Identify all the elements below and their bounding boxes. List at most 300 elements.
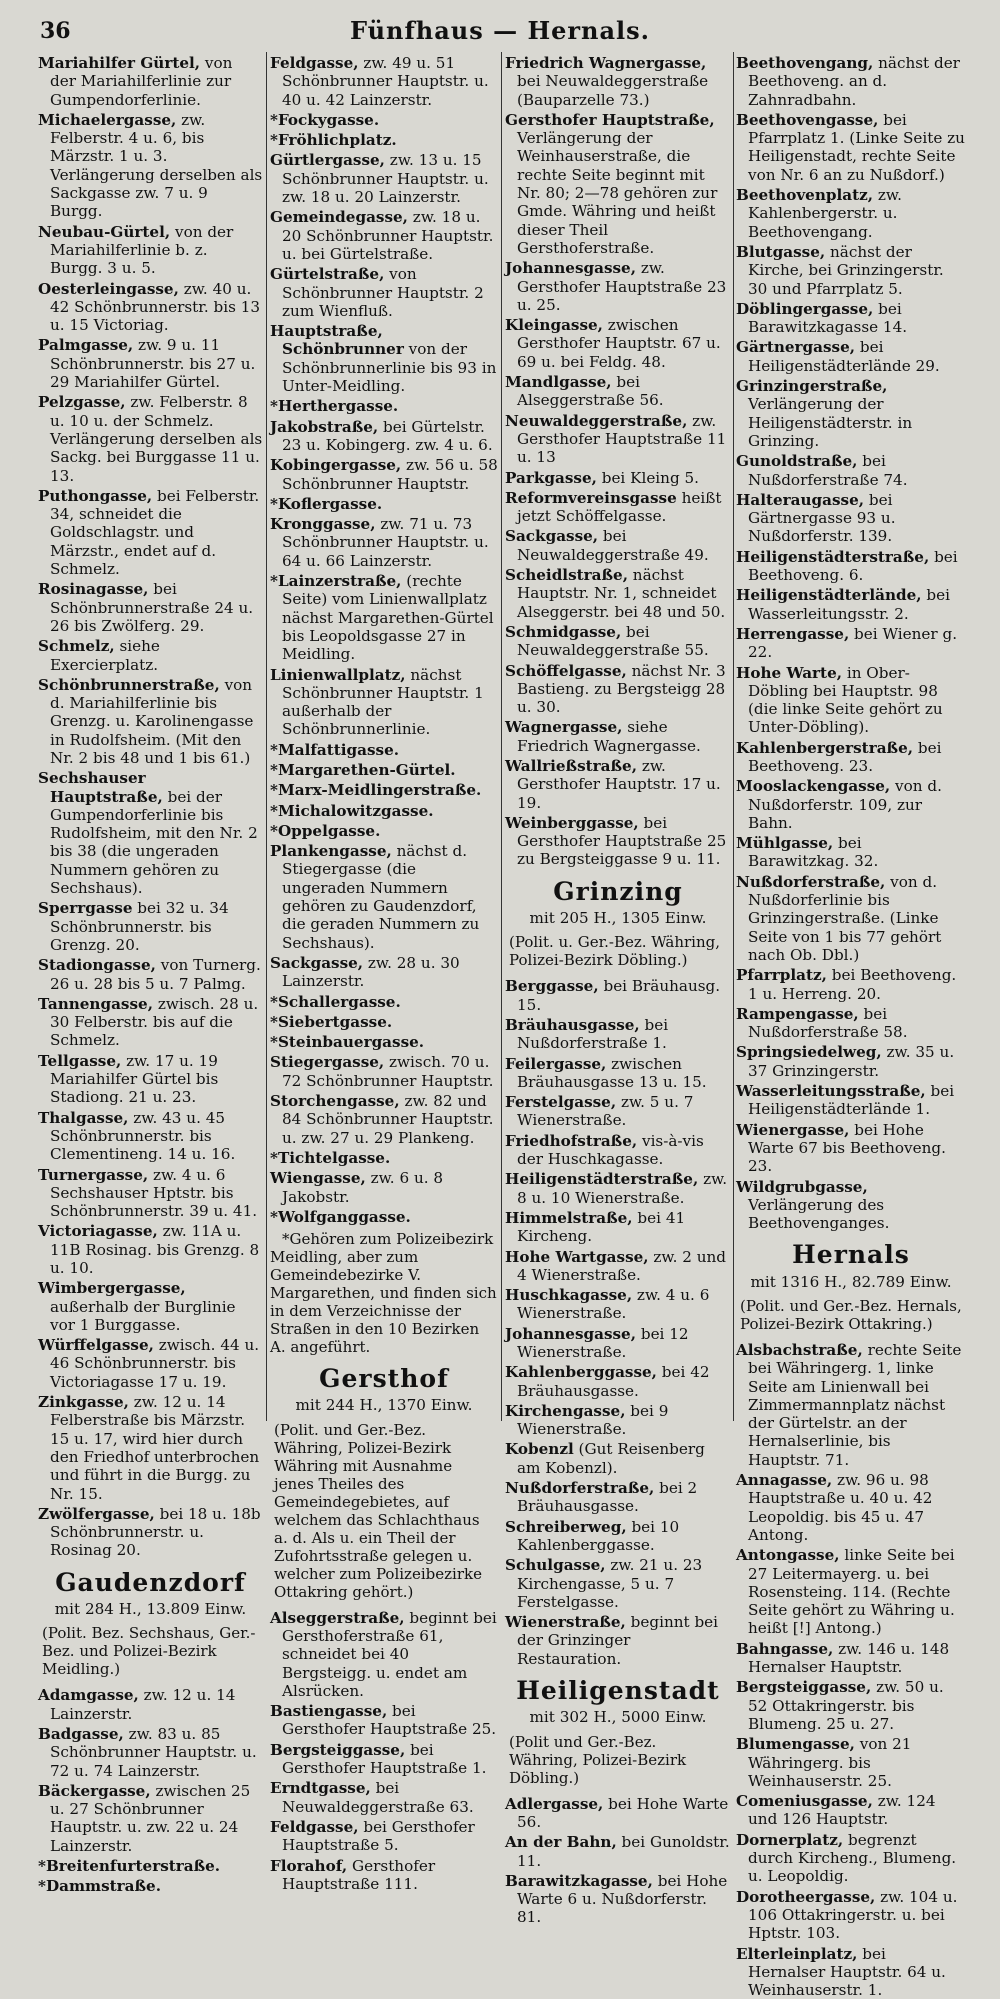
street-entry	[270, 993, 498, 1011]
street-entry	[505, 757, 731, 812]
street-entry	[736, 377, 966, 450]
street-name: *Fröhlichplatz.	[270, 131, 397, 149]
street-entry	[270, 822, 498, 840]
street-location: bei Gunoldstr. 11.	[517, 1833, 730, 1869]
street-name: Sackgasse,	[505, 527, 598, 545]
street-name: Turnergasse,	[38, 1166, 148, 1184]
street-name: Stiegergasse,	[270, 1053, 384, 1071]
street-location: nächst der Kirche, bei Grinzingerstr. 30 und Pfarrplatz 5.	[748, 243, 944, 298]
street-entry	[736, 1735, 966, 1790]
street-location: von d. Mariahilferlinie bis Grenzg. u. Karolinengasse in Rudolfsheim. (Mit den Nr. 2 bis 48 und 1 bis 61.)	[50, 676, 253, 767]
street-name: *Margarethen-Gürtel.	[270, 761, 456, 779]
street-name: Feilergasse,	[505, 1055, 606, 1073]
street-name: Pfarrplatz,	[736, 966, 827, 984]
street-location: von Schönbrunner Hauptstr. 2 zum Wienfluß.	[282, 265, 484, 320]
street-entry	[505, 111, 731, 257]
column-2	[270, 54, 498, 1427]
street-location: zwisch. 70 u. 72 Schönbrunner Hauptstr.	[282, 1053, 493, 1089]
street-location: zw. 82 und 84 Schönbrunner Hauptstr. u. zw. 27 u. 29 Plankeng.	[282, 1092, 493, 1147]
district-admin-note: (Polit. Bez. Sechshaus, Ger.-Bez. und Polizei-Bezirk Meidling.)	[38, 1624, 263, 1678]
street-entry	[505, 1093, 731, 1130]
street-location: bei Pfarrplatz 1. (Linke Seite zu Heiligenstadt, rechte Seite von Nr. 6 an zu Nußdorf.)	[748, 111, 965, 184]
street-name: Blumengasse,	[736, 1735, 855, 1753]
street-location: siehe Friedrich Wagnergasse.	[517, 718, 701, 754]
street-entry	[38, 769, 263, 897]
column-4	[736, 54, 966, 1427]
column-divider	[501, 52, 502, 1421]
street-location: zw. 28 u. 30 Lainzerstr.	[282, 954, 460, 990]
street-location: bei Gersthofer Hauptstraße 25.	[282, 1702, 496, 1738]
district-stats: mit 302 H., 5000 Einw.	[505, 1708, 731, 1726]
street-location: zw. 9 u. 11 Schönbrunnerstr. bis 27 u. 29 Mariahilfer Gürtel.	[50, 336, 255, 391]
street-location: zw. Gersthofer Hauptstr. 17 u. 19.	[517, 757, 721, 812]
street-entry	[736, 1043, 966, 1080]
street-location: nächst Nr. 3 Bastieng. zu Bergsteigg 28 u. 30.	[517, 662, 726, 717]
street-entry	[270, 1779, 498, 1816]
street-name: Beethovengasse,	[736, 111, 878, 129]
street-location: zw. 83 u. 85 Schönbrunner Hauptstr. u. 72 u. 74 Lainzerstr.	[50, 1725, 257, 1780]
street-location: zw. 4 u. 6 Sechshauser Hptstr. bis Schönbrunnerstr. 39 u. 41.	[50, 1166, 257, 1221]
street-name: Wimbergergasse,	[38, 1279, 186, 1297]
street-entry	[38, 223, 263, 278]
street-entry	[505, 662, 731, 717]
street-name: Bergsteiggasse,	[736, 1678, 871, 1696]
street-location: begrenzt durch Kircheng., Blumeng. u. Leopoldig.	[748, 1831, 956, 1886]
street-entry	[38, 1725, 263, 1780]
street-entry	[505, 977, 731, 1014]
street-name: *Breitenfurterstraße.	[38, 1857, 220, 1875]
street-entry	[270, 131, 498, 149]
street-entry	[270, 572, 498, 663]
street-entry	[38, 1782, 263, 1855]
street-location: bei Barawitzkagasse 14.	[748, 300, 907, 336]
street-location: beginnt bei der Grinzinger Restauration.	[517, 1613, 718, 1668]
street-location: zw. 5 u. 7 Wienerstraße.	[517, 1093, 693, 1129]
street-entry	[270, 1702, 498, 1739]
street-entry	[505, 1132, 731, 1169]
street-name: Linienwallplatz,	[270, 666, 406, 684]
district-title: Heiligenstadt	[505, 1682, 731, 1700]
street-name: Nußdorferstraße,	[505, 1479, 654, 1497]
street-name: Mühlgasse,	[736, 834, 833, 852]
street-location: von Turnerg. 26 u. 28 bis 5 u. 7 Palmg.	[50, 956, 261, 992]
street-entry	[736, 1005, 966, 1042]
street-entry	[270, 954, 498, 991]
street-entry	[270, 151, 498, 206]
street-entry	[736, 452, 966, 489]
street-name: Feldgasse,	[270, 54, 359, 72]
street-name: Mandlgasse,	[505, 373, 612, 391]
street-name: Grinzingerstraße,	[736, 377, 887, 395]
street-location: zwisch. 28 u. 30 Felberstr. bis auf die Schmelz.	[50, 995, 258, 1050]
street-name: Kahlenberggasse,	[505, 1363, 657, 1381]
street-entry	[270, 111, 498, 129]
street-entry	[736, 1082, 966, 1119]
street-entry	[736, 111, 966, 184]
street-entry	[505, 469, 731, 487]
street-entry	[270, 1053, 498, 1090]
street-location: nächst Hauptstr. Nr. 1, schneidet Alseggerstr. bei 48 und 50.	[517, 566, 725, 621]
street-entry	[38, 54, 263, 109]
street-name: Hohe Wartgasse,	[505, 1248, 649, 1266]
street-entry	[736, 966, 966, 1003]
street-location: bei Beethoveng. 23.	[748, 739, 941, 775]
street-location: bei 42 Bräuhausgasse.	[517, 1363, 710, 1399]
street-location: zw. 12 u. 14 Felberstraße bis Märzstr. 15 u. 17, wird hier durch den Friedhof unterbrochen und führt in die Burgg. zu Nr. 15.	[50, 1393, 259, 1502]
street-location: zw. Gersthofer Hauptstraße 23 u. 25.	[517, 259, 726, 314]
street-entry	[505, 489, 731, 526]
street-location: zw. 12 u. 14 Lainzerstr.	[50, 1686, 235, 1722]
street-entry	[38, 637, 263, 674]
street-location: von der Mariahilferlinie b. z. Burgg. 3 u. 5.	[50, 223, 233, 278]
street-entry	[505, 1170, 731, 1207]
street-location: bei Nußdorferstraße 1.	[517, 1016, 668, 1052]
street-name: Stadiongasse,	[38, 956, 156, 974]
page-number: 36	[40, 18, 71, 44]
street-location: zw. 18 u. 20 Schönbrunner Hauptstr. u. bei Gürtelstraße.	[282, 208, 493, 263]
street-name: Friedrich Wagnergasse,	[505, 54, 706, 72]
street-location: bei Hohe Warte 56.	[517, 1795, 728, 1831]
street-entry	[736, 1831, 966, 1886]
street-location: (Gut Reisenberg am Kobenzl).	[517, 1440, 705, 1476]
street-name: Wagnergasse,	[505, 718, 622, 736]
street-name: Neuwaldeggerstraße,	[505, 412, 687, 430]
street-location: bei Hohe Warte 67 bis Beethoveng. 23.	[748, 1121, 946, 1176]
street-entry	[38, 1109, 263, 1164]
street-entry	[270, 1013, 498, 1031]
street-location: zwischen Gersthofer Hauptstr. 67 u. 69 u. bei Feldg. 48.	[517, 316, 721, 371]
street-entry	[38, 1279, 263, 1334]
street-location: von d. Nußdorferstr. 109, zur Bahn.	[748, 777, 942, 832]
street-name: Himmelstraße,	[505, 1209, 633, 1227]
street-location: bei Gersthofer Hauptstraße 25 zu Bergsteiggasse 9 u. 11.	[517, 814, 726, 869]
street-location: von der Schönbrunnerlinie bis 93 in Unter-Meidling.	[282, 340, 496, 395]
street-entry	[736, 777, 966, 832]
street-entry	[270, 842, 498, 952]
street-entry	[736, 1546, 966, 1637]
street-name: Schönbrunnerstraße,	[38, 676, 220, 694]
street-location: bei 9 Wienerstraße.	[517, 1402, 668, 1438]
street-name: Herrengasse,	[736, 625, 849, 643]
street-name: Beethovenplatz,	[736, 186, 873, 204]
street-name: Gersthofer Hauptstraße,	[505, 111, 715, 129]
street-name: *Fockygasse.	[270, 111, 379, 129]
street-entry	[270, 54, 498, 109]
street-entry	[736, 1945, 966, 1999]
street-entry	[270, 761, 498, 779]
street-location: bei Wiener g. 22.	[748, 625, 957, 661]
street-name: *Tichtelgasse.	[270, 1149, 390, 1167]
street-entry	[38, 899, 263, 954]
street-entry	[38, 956, 263, 993]
street-name: *Lainzerstraße,	[270, 572, 401, 590]
street-name: Heiligenstädterstraße,	[505, 1170, 698, 1188]
street-name: Weinberggasse,	[505, 814, 639, 832]
district-admin-note: (Polit. u. Ger.-Bez. Währing, Polizei-Bezirk Döbling.)	[505, 933, 731, 969]
street-entry	[505, 1556, 731, 1611]
street-entry	[38, 393, 263, 484]
street-name: *Dammstraße.	[38, 1877, 161, 1895]
street-entry	[736, 625, 966, 662]
street-entry	[736, 300, 966, 337]
street-name: Mooslackengasse,	[736, 777, 890, 795]
street-location: bei Nußdorferstraße 58.	[748, 1005, 908, 1041]
street-location: bei Nußdorferstraße 74.	[748, 452, 908, 488]
street-entry	[270, 666, 498, 739]
street-entry	[736, 186, 966, 241]
street-name: Puthongasse,	[38, 487, 152, 505]
street-name: Tellgasse,	[38, 1052, 121, 1070]
street-name: Beethovengang,	[736, 54, 873, 72]
street-location: zwischen 25 u. 27 Schönbrunner Hauptstr. u. zw. 22 u. 24 Lainzerstr.	[50, 1782, 250, 1855]
street-entry	[736, 1888, 966, 1943]
street-location: bei Gürtelstr. 23 u. Kobingerg. zw. 4 u. 6.	[282, 418, 493, 454]
street-entry	[38, 111, 263, 221]
street-name: *Oppelgasse.	[270, 822, 380, 840]
street-entry	[38, 1393, 263, 1503]
street-name: Neubau-Gürtel,	[38, 223, 170, 241]
street-entry	[270, 1149, 498, 1167]
street-name: Berggasse,	[505, 977, 599, 995]
street-location: bei Felberstr. 34, schneidet die Goldschlagstr. und Märzstr., endet auf d. Schmelz.	[50, 487, 259, 578]
district-section	[505, 1682, 731, 1787]
street-location: zw. 2 und 4 Wienerstraße.	[517, 1248, 726, 1284]
street-entry	[505, 814, 731, 869]
street-entry	[270, 781, 498, 799]
street-location: bei Barawitzkag. 32.	[748, 834, 878, 870]
street-name: Adamgasse,	[38, 1686, 139, 1704]
street-location: bei 41 Kircheng.	[517, 1209, 685, 1245]
street-entry	[270, 456, 498, 493]
street-location: (rechte Seite) vom Linienwallplatz nächst Margarethen-Gürtel bis Leopoldsgasse 27 in Meidling.	[282, 572, 494, 663]
street-name: Blutgasse,	[736, 243, 825, 261]
street-name: Schreiberweg,	[505, 1518, 627, 1536]
street-name: Schmidgasse,	[505, 623, 621, 641]
street-entry	[270, 322, 498, 395]
street-entry	[270, 397, 498, 415]
street-entry	[270, 1857, 498, 1894]
district-stats: mit 1316 H., 82.789 Einw.	[736, 1273, 966, 1291]
street-entry	[505, 1402, 731, 1439]
street-name: Michaelergasse,	[38, 111, 176, 129]
street-name: Jakobstraße,	[270, 418, 378, 436]
street-entry	[270, 1609, 498, 1700]
running-title: Fünfhaus — Hernals.	[0, 16, 1000, 45]
street-name: Annagasse,	[736, 1471, 832, 1489]
street-location: bei Beethoveng. 6.	[748, 548, 958, 584]
street-location: zw. 17 u. 19 Mariahilfer Gürtel bis Stadiong. 21 u. 23.	[50, 1052, 218, 1107]
street-location: Gersthofer Hauptstraße 111.	[282, 1857, 435, 1893]
street-location: Verlängerung der Heiligenstädterstr. in Grinzing.	[748, 395, 912, 450]
street-entry	[270, 1092, 498, 1147]
column-divider	[733, 52, 734, 1421]
street-location: zw. Gersthofer Hauptstraße 11 u. 13	[517, 412, 726, 467]
street-location: zw. 49 u. 51 Schönbrunner Hauptstr. u. 40 u. 42 Lainzerstr.	[282, 54, 489, 109]
street-location: Verlängerung des Beethovenganges.	[748, 1196, 889, 1232]
district-stats: mit 284 H., 13.809 Einw.	[38, 1600, 263, 1618]
street-name: Bastiengasse,	[270, 1702, 387, 1720]
street-entry	[270, 208, 498, 263]
street-name: Kleingasse,	[505, 316, 603, 334]
street-location: zw. 6 u. 8 Jakobstr.	[282, 1169, 443, 1205]
street-location: von 21 Währingerg. bis Weinhauserstr. 25.	[748, 1735, 911, 1790]
street-location: rechte Seite bei Währingerg. 1, linke Seite am Linienwall bei Zimmermannplatz nächst der Gürtelstr. an der Hernalserlinie, bis Hauptstr. 71.	[748, 1341, 961, 1469]
street-location: zw. 71 u. 73 Schönbrunner Hauptstr. u. 64 u. 66 Lainzerstr.	[282, 515, 489, 570]
street-location: bei 10 Kahlenberggasse.	[517, 1518, 679, 1554]
street-name: Bergsteiggasse,	[270, 1741, 405, 1759]
street-name: Reformvereinsgasse	[505, 489, 677, 507]
street-name: Sperrgasse	[38, 899, 132, 917]
street-entry	[270, 265, 498, 320]
street-entry	[736, 1640, 966, 1677]
street-location: zw. 8 u. 10 Wienerstraße.	[517, 1170, 727, 1206]
street-name: Parkgasse,	[505, 469, 597, 487]
street-name: Gunoldstraße,	[736, 452, 857, 470]
street-name: Alsbachstraße,	[736, 1341, 863, 1359]
street-location: zw. 21 u. 23 Kirchengasse, 5 u. 7 Ferstelgasse.	[517, 1556, 702, 1611]
street-location: bei Gersthofer Hauptstraße 1.	[282, 1741, 486, 1777]
street-name: *Siebertgasse.	[270, 1013, 392, 1031]
column-divider	[266, 52, 267, 1421]
street-entry	[736, 586, 966, 623]
district-admin-note: (Polit. und Ger.-Bez. Hernals, Polizei-Bezirk Ottakring.)	[736, 1297, 966, 1333]
street-location: bei Beethoveng. 1 u. Herreng. 20.	[748, 966, 956, 1002]
column-1	[38, 54, 263, 1427]
street-location: siehe Exercierplatz.	[50, 637, 160, 673]
street-name: Schulgasse,	[505, 1556, 606, 1574]
district-title: Gersthof	[270, 1370, 498, 1388]
street-entry	[38, 1222, 263, 1277]
street-name: Wildgrubgasse,	[736, 1178, 868, 1196]
street-entry	[38, 280, 263, 335]
district-admin-note: (Polit. und Ger.-Bez. Währing, Polizei-Bezirk Währing mit Ausnahme jenes Theiles des Gemeindegebietes, auf welchem das Schlachthaus a. d. Als u. ein Theil der Zufohrtsstraße gelegen u. welcher zum Polizeibezirke Ottakring gehört.)	[270, 1421, 498, 1601]
street-name: Bahngasse,	[736, 1640, 833, 1658]
street-location: bei Neuwaldeggerstraße 63.	[282, 1779, 474, 1815]
street-location: von d. Nußdorferlinie bis Grinzingerstraße. (Linke Seite von 1 bis 77 gehört nach Ob. Dbl.)	[748, 873, 941, 964]
street-entry	[736, 243, 966, 298]
street-entry	[736, 664, 966, 737]
street-name: *Schallergasse.	[270, 993, 401, 1011]
street-location: bei Hernalser Hauptstr. 64 u. Weinhauserstr. 1.	[748, 1945, 946, 1999]
street-name: Hauptstraße, Schönbrunner	[270, 322, 404, 358]
street-location: zw. 124 und 126 Hauptstr.	[748, 1792, 936, 1828]
street-location: zw. Kahlenbergerstr. u. Beethovengang.	[748, 186, 902, 241]
street-location: zw. 4 u. 6 Wienerstraße.	[517, 1286, 709, 1322]
street-name: Antongasse,	[736, 1546, 840, 1564]
street-location: nächst Schönbrunner Hauptstr. 1 außerhalb der Schönbrunnerlinie.	[282, 666, 484, 739]
street-name: *Marx-Meidlingerstraße.	[270, 781, 481, 799]
street-location: zw. Felberstr. 8 u. 10 u. der Schmelz. Verlängerung derselben als Sackg. bei Burggasse 11 u. 13.	[50, 393, 262, 484]
street-name: Kirchengasse,	[505, 1402, 625, 1420]
street-entry	[38, 336, 263, 391]
street-entry	[38, 1166, 263, 1221]
street-name: Rampengasse,	[736, 1005, 859, 1023]
street-entry	[505, 1016, 731, 1053]
street-entry	[505, 259, 731, 314]
street-entry	[270, 495, 498, 513]
district-section	[38, 1574, 263, 1679]
street-name: Rosinagasse,	[38, 580, 148, 598]
street-name: Comeniusgasse,	[736, 1792, 873, 1810]
street-name: Würffelgasse,	[38, 1336, 154, 1354]
street-location: zw. 96 u. 98 Hauptstraße u. 40 u. 42 Leopoldig. bis 45 u. 47 Antong.	[748, 1471, 932, 1544]
street-name: Ferstelgasse,	[505, 1093, 616, 1111]
street-name: Zinkgasse,	[38, 1393, 129, 1411]
street-name: Huschkagasse,	[505, 1286, 632, 1304]
street-entry	[736, 1471, 966, 1544]
street-entry	[270, 418, 498, 455]
street-entry	[38, 487, 263, 578]
street-name: An der Bahn,	[505, 1833, 617, 1851]
street-name: Kronggasse,	[270, 515, 376, 533]
street-location: zw. 104 u. 106 Ottakringerstr. u. bei Hptstr. 103.	[748, 1888, 957, 1943]
street-entry	[736, 739, 966, 776]
street-location: Verlängerung der Weinhauserstraße, die rechte Seite beginnt mit Nr. 80; 2—78 gehören zur Gmde. Währing und heißt dieser Theil Gersthoferstraße.	[517, 129, 717, 257]
street-location: heißt jetzt Schöffelgasse.	[517, 489, 721, 525]
street-name: *Malfattigasse.	[270, 741, 399, 759]
street-name: Adlergasse,	[505, 1795, 603, 1813]
street-name: Badgasse,	[38, 1725, 124, 1743]
street-location: bei Alseggerstraße 56.	[517, 373, 664, 409]
street-name: Elterleinplatz,	[736, 1945, 857, 1963]
street-location: bei Bräuhausg. 15.	[517, 977, 720, 1013]
street-location: bei Schönbrunnerstraße 24 u. 26 bis Zwölferg. 29.	[50, 580, 253, 635]
district-title: Gaudenzdorf	[38, 1574, 263, 1592]
street-name: Thalgasse,	[38, 1109, 128, 1127]
street-entry	[505, 316, 731, 371]
street-name: Heiligenstädterlände,	[736, 586, 922, 604]
street-entry	[505, 373, 731, 410]
street-name: *Herthergasse.	[270, 397, 398, 415]
street-location: bei Gersthofer Hauptstraße 5.	[282, 1818, 475, 1854]
street-name: *Michalowitzgasse.	[270, 802, 434, 820]
street-entry	[38, 1505, 263, 1560]
district-admin-note: (Polit und Ger.-Bez. Währing, Polizei-Bezirk Döbling.)	[505, 1733, 731, 1787]
street-name: Dorotheergasse,	[736, 1888, 875, 1906]
page-header	[0, 12, 1000, 48]
district-stats: mit 205 H., 1305 Einw.	[505, 909, 731, 927]
street-name: Nußdorferstraße,	[736, 873, 885, 891]
street-name: Scheidlstraße,	[505, 566, 628, 584]
street-entry	[270, 1169, 498, 1206]
street-entry	[736, 873, 966, 964]
street-location: zw. 13 u. 15 Schönbrunner Hauptstr. u. zw. 18 u. 20 Lainzerstr.	[282, 151, 489, 206]
street-entry	[38, 1336, 263, 1391]
street-entry	[505, 1479, 731, 1516]
street-entry	[736, 338, 966, 375]
street-location: bei der Gumpendorferlinie bis Rudolfsheim, mit den Nr. 2 bis 38 (die ungeraden Nummern gehören zu Sechshaus).	[50, 788, 258, 897]
district-title: Hernals	[736, 1246, 966, 1264]
street-name: Florahof,	[270, 1857, 347, 1875]
street-location: zw. 40 u. 42 Schönbrunnerstr. bis 13 u. 15 Victoriag.	[50, 280, 260, 335]
street-name: Wienergasse,	[736, 1121, 849, 1139]
street-name: Gärtnergasse,	[736, 338, 855, 356]
street-location: bei Heiligenstädterlände 1.	[748, 1082, 954, 1118]
street-name: Schöffelgasse,	[505, 662, 627, 680]
street-name: Mariahilfer Gürtel,	[38, 54, 200, 72]
street-name: Barawitzkagasse,	[505, 1872, 653, 1890]
street-entry	[505, 718, 731, 755]
street-entry	[736, 1792, 966, 1829]
street-entry	[736, 1178, 966, 1233]
district-stats: mit 244 H., 1370 Einw.	[270, 1396, 498, 1414]
street-entry	[505, 1325, 731, 1362]
street-name: Friedhofstraße,	[505, 1132, 637, 1150]
street-location: nächst d. Stiegergasse (die ungeraden Nummern gehören zu Gaudenzdorf, die geraden Nummern zu Sechshaus).	[282, 842, 479, 951]
street-entry	[505, 1795, 731, 1832]
street-entry	[270, 1741, 498, 1778]
column-3	[505, 54, 731, 1427]
